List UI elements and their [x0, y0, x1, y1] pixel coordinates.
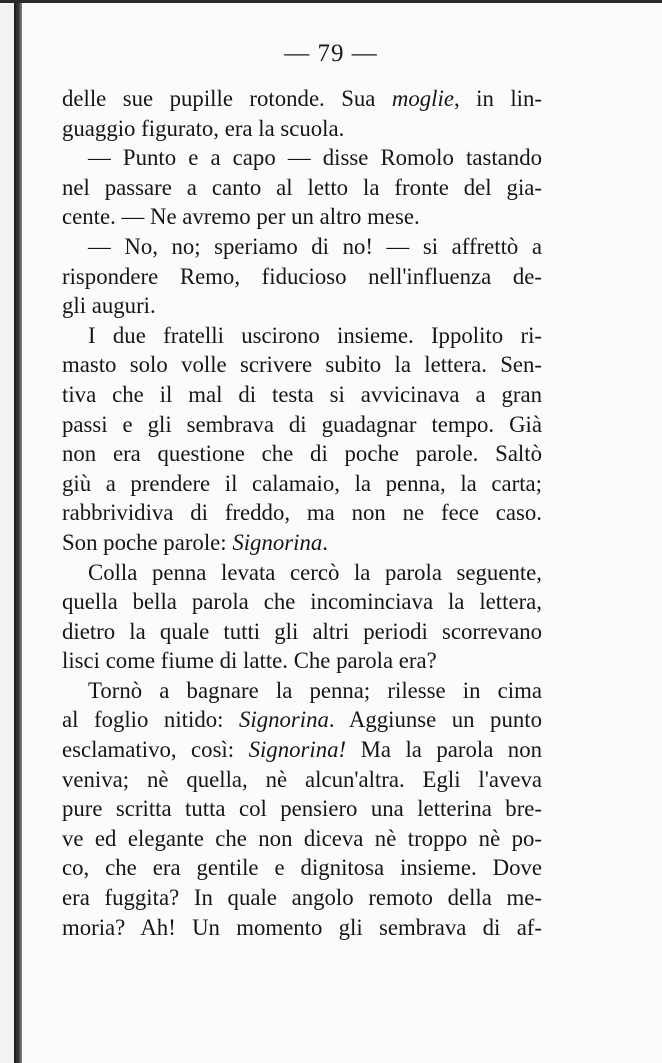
- text-line: [62, 173, 542, 203]
- text-line: [62, 853, 542, 883]
- text-line: [62, 617, 542, 647]
- text-line: [62, 883, 542, 913]
- text-line-segment: — Punto e a capo — disse Romolo tastando: [88, 145, 542, 171]
- text-line: [62, 824, 542, 854]
- text-line-segment: Tornò a bagnare la penna; rilesse in cima: [88, 677, 542, 703]
- text-line-segment: co, che era gentile e dignitosa insieme. Dove: [62, 855, 542, 881]
- text-line-segment: I due fratelli uscirono insieme. Ippolito ri-: [88, 322, 542, 348]
- text-line: [62, 143, 542, 173]
- italic-word: moglie: [391, 86, 454, 111]
- text-line-segment: . Aggiunse un punto: [328, 707, 542, 733]
- text-line: [62, 410, 542, 440]
- body-text: [62, 84, 542, 942]
- text-line-segment: veniva; nè quella, nè alcun'altra. Egli l'aveva: [62, 766, 542, 792]
- page-margin: [0, 0, 14, 1063]
- text-line: [62, 262, 542, 292]
- text-line-segment: dietro la quale tutti gli altri periodi scorrevano: [62, 618, 542, 644]
- text-line-segment: pure scritta tutta col pensiero una letterina bre-: [62, 796, 542, 822]
- text-line-segment: passi e gli sembrava di guadagnar tempo. Già: [62, 411, 542, 437]
- text-line-segment: nel passare a canto al letto la fronte del gia-: [62, 174, 542, 200]
- text-line-segment: ve ed elegante che non diceva nè troppo nè po-: [62, 825, 542, 851]
- text-line: [62, 114, 542, 144]
- text-line-segment: non era questione che di poche parole. Saltò: [62, 441, 542, 467]
- text-line: [62, 646, 542, 676]
- text-line: [62, 439, 542, 469]
- text-line-segment: gli auguri.: [62, 293, 156, 319]
- text-line-segment: delle sue pupille rotonde. Sua: [62, 86, 392, 111]
- text-line: [62, 794, 542, 824]
- text-line-segment: Son poche parole:: [62, 529, 233, 555]
- binding-edge: [14, 0, 22, 1063]
- text-line-segment: masto solo volle scrivere subito la lettera. Sen-: [62, 352, 542, 378]
- text-line-segment: lisci come fiume di latte. Che parola era?: [62, 648, 437, 674]
- text-line: [62, 350, 542, 380]
- text-line-segment: tiva che il mal di testa si avvicinava a gran: [62, 381, 542, 407]
- text-line-segment: , in lin-: [453, 86, 542, 111]
- text-line-segment: — No, no; speriamo di no! — si affrettò a: [88, 233, 542, 259]
- text-line-segment: era fuggita? In quale angolo remoto della me-: [62, 885, 542, 911]
- text-line: [62, 498, 542, 528]
- italic-word: Signorina: [238, 707, 329, 733]
- text-line: [62, 765, 542, 795]
- text-line-segment: quella bella parola che incominciava la lettera,: [62, 589, 542, 615]
- text-line-segment: guaggio figurato, era la scuola.: [62, 115, 345, 141]
- text-line-segment: rispondere Remo, fiducioso nell'influenza de-: [62, 263, 542, 289]
- italic-word: Signorina!: [248, 737, 347, 763]
- italic-word: Signorina: [232, 529, 323, 555]
- top-edge: [0, 0, 662, 3]
- text-line: [62, 558, 542, 588]
- text-line-segment: al foglio nitido:: [62, 707, 239, 733]
- text-line: [62, 469, 542, 499]
- text-line-segment: giù a prendere il calamaio, la penna, la carta;: [62, 470, 542, 496]
- text-line-segment: .: [322, 529, 328, 555]
- text-line: [62, 676, 542, 706]
- text-line: [62, 380, 542, 410]
- text-line-segment: rabbrividiva di freddo, ma non ne fece caso.: [62, 500, 542, 526]
- text-line-segment: Colla penna levata cercò la parola seguente,: [88, 559, 542, 585]
- text-line-segment: moria? Ah! Un momento gli sembrava di af-: [62, 914, 542, 940]
- text-line-segment: esclamativo, così:: [62, 737, 249, 763]
- text-line: [62, 735, 542, 765]
- text-line: [62, 913, 542, 943]
- text-line: [62, 528, 542, 558]
- text-line: [62, 232, 542, 262]
- text-line-segment: cente. — Ne avremo per un altro mese.: [62, 204, 420, 230]
- text-line: [62, 705, 542, 735]
- text-line: [62, 202, 542, 232]
- text-line: [62, 84, 542, 114]
- text-line: [62, 321, 542, 351]
- page-number: — 79 —: [284, 40, 378, 67]
- text-line: [62, 587, 542, 617]
- text-line: [62, 291, 542, 321]
- text-line-segment: Ma la parola non: [346, 737, 542, 763]
